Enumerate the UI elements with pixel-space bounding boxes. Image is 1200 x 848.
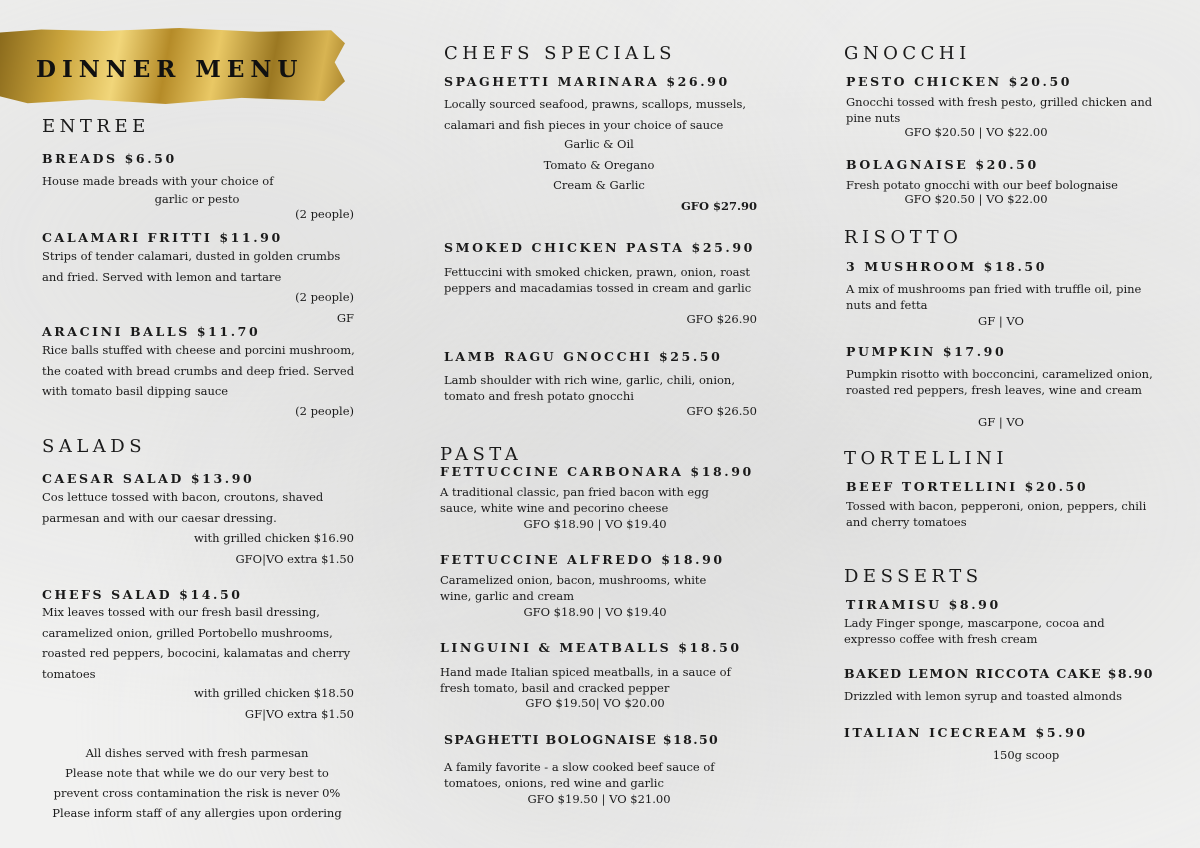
beef-tortellini-title: BEEF TORTELLINI $20.50 — [846, 479, 1089, 494]
desserts-heading: DESSERTS — [844, 566, 983, 587]
smoked-chicken-desc: Fettuccini with smoked chicken, prawn, onion, roast peppers and macadamias tossed in cream and garlic — [444, 265, 752, 295]
footer-line-2: Please note that while we do our very best to — [65, 766, 329, 780]
tiramisu-desc: Lady Finger sponge, mascarpone, cocoa and expresso coffee with fresh cream — [844, 616, 1105, 646]
alfredo-desc: Caramelized onion, bacon, mushrooms, white wine, garlic and cream — [440, 573, 707, 603]
lamb-ragu-desc: Lamb shoulder with rich wine, garlic, chili, onion, tomato and fresh potato gnocchi — [444, 373, 735, 403]
gnocchi-bolagnaise-desc: Fresh potato gnocchi with our beef bolognaise — [846, 178, 1118, 192]
gnocchi-bolagnaise-options: GFO $20.50 | VO $22.00 — [904, 192, 1048, 206]
breads-title: BREADS $6.50 — [42, 151, 177, 166]
marinara-desc: Locally sourced seafood, prawns, scallops, mussels, calamari and fish pieces in your choice of sauce — [444, 97, 747, 132]
lamb-ragu-gfo: GFO $26.50 — [686, 404, 757, 418]
bolognaise-desc: A family favorite - a slow cooked beef sauce of tomatoes, onions, red wine and garlic — [444, 760, 715, 790]
alfredo-title: FETTUCCINE ALFREDO $18.90 — [440, 552, 725, 567]
lemon-cake-desc: Drizzled with lemon syrup and toasted almonds — [844, 689, 1122, 703]
breads-desc: House made breads with your choice of — [42, 174, 274, 188]
smoked-chicken-title: SMOKED CHICKEN PASTA $25.90 — [444, 240, 755, 255]
beef-tortellini-desc: Tossed with bacon, pepperoni, onion, peppers, chili and cherry tomatoes — [846, 499, 1147, 529]
pumpkin-risotto-options: GF | VO — [978, 415, 1024, 429]
pasta-heading: PASTA — [440, 444, 523, 465]
aracini-note: (2 people) — [295, 404, 354, 418]
risotto-heading: RISOTTO — [844, 227, 963, 248]
tortellini-heading: TORTELLINI — [844, 448, 1009, 469]
breads-note: (2 people) — [295, 207, 354, 221]
entree-heading: ENTREE — [42, 116, 150, 137]
breads-desc-2: garlic or pesto — [154, 192, 240, 206]
aracini-title: ARACINI BALLS $11.70 — [42, 324, 261, 339]
carbonara-title: FETTUCCINE CARBONARA $18.90 — [440, 464, 754, 479]
marinara-option-3: Cream & Garlic — [553, 178, 645, 192]
carbonara-options: GFO $18.90 | VO $19.40 — [523, 517, 667, 531]
tiramisu-title: TIRAMISU $8.90 — [846, 597, 1001, 612]
alfredo-options: GFO $18.90 | VO $19.40 — [523, 605, 667, 619]
footer-line-3: prevent cross contamination the risk is never 0% — [53, 786, 341, 800]
mushroom-risotto-desc: A mix of mushrooms pan fried with truffle oil, pine nuts and fetta — [846, 282, 1142, 312]
marinara-title: SPAGHETTI MARINARA $26.90 — [444, 74, 730, 89]
marinara-gfo: GFO $27.90 — [680, 199, 757, 213]
carbonara-desc: A traditional classic, pan fried bacon with egg sauce, white wine and pecorino cheese — [440, 485, 709, 515]
gnocchi-bolagnaise-title: BOLAGNAISE $20.50 — [846, 157, 1039, 172]
icecream-note: 150g scoop — [992, 748, 1060, 762]
bolognaise-options: GFO $19.50 | VO $21.00 — [527, 792, 671, 806]
chefs-specials-heading: CHEFS SPECIALS — [444, 43, 676, 64]
caesar-title: CAESAR SALAD $13.90 — [42, 471, 255, 486]
chefs-salad-desc: Mix leaves tossed with our fresh basil dressing, caramelized onion, grilled Portobello mushrooms, roasted red peppers, bococini, kalamatas and cherry tomatoes — [42, 605, 351, 681]
pesto-chicken-desc: Gnocchi tossed with fresh pesto, grilled chicken and pine nuts — [846, 95, 1153, 125]
salads-heading: SALADS — [42, 436, 147, 457]
footer-line-1: All dishes served with fresh parmesan — [85, 746, 309, 760]
menu-title: DINNER MENU — [36, 56, 304, 83]
caesar-desc: Cos lettuce tossed with bacon, croutons, shaved parmesan and with our caesar dressing. — [42, 490, 324, 525]
calamari-desc: Strips of tender calamari, dusted in golden crumbs and fried. Served with lemon and tartare — [42, 249, 341, 284]
marinara-option-2: Tomato & Oregano — [543, 158, 655, 172]
chefs-salad-title: CHEFS SALAD $14.50 — [42, 587, 243, 602]
caesar-extra-chicken: with grilled chicken $16.90 — [194, 531, 354, 545]
calamari-note: (2 people) — [295, 290, 354, 304]
smoked-chicken-gfo: GFO $26.90 — [686, 312, 757, 326]
icecream-title: ITALIAN ICECREAM $5.90 — [844, 725, 1088, 740]
linguini-options: GFO $19.50| VO $20.00 — [525, 696, 665, 710]
caesar-extra-dietary: GFO|VO extra $1.50 — [235, 552, 354, 566]
chefs-salad-extra-chicken: with grilled chicken $18.50 — [194, 686, 354, 700]
pesto-chicken-options: GFO $20.50 | VO $22.00 — [904, 125, 1048, 139]
calamari-title: CALAMARI FRITTI $11.90 — [42, 230, 283, 245]
pumpkin-risotto-title: PUMPKIN $17.90 — [846, 344, 1007, 359]
footer-line-4: Please inform staff of any allergies upon ordering — [52, 806, 342, 820]
lemon-cake-title: BAKED LEMON RICCOTA CAKE $8.90 — [844, 666, 1154, 681]
marinara-option-1: Garlic & Oil — [564, 137, 634, 151]
pesto-chicken-title: PESTO CHICKEN $20.50 — [846, 74, 1073, 89]
bolognaise-title: SPAGHETTI BOLOGNAISE $18.50 — [444, 732, 720, 747]
linguini-title: LINGUINI & MEATBALLS $18.50 — [440, 640, 742, 655]
mushroom-risotto-title: 3 MUSHROOM $18.50 — [846, 259, 1048, 274]
aracini-desc: Rice balls stuffed with cheese and porcini mushroom, the coated with bread crumbs and deep fried. Served with tomato basil dipping sauce — [42, 343, 355, 398]
gnocchi-heading: GNOCCHI — [844, 43, 971, 64]
mushroom-risotto-options: GF | VO — [978, 314, 1024, 328]
calamari-dietary: GF — [336, 311, 354, 325]
pumpkin-risotto-desc: Pumpkin risotto with bocconcini, caramelized onion, roasted red peppers, fresh leaves, wine and cream — [846, 367, 1153, 397]
linguini-desc: Hand made Italian spiced meatballs, in a sauce of fresh tomato, basil and cracked pepper — [440, 665, 731, 695]
lamb-ragu-title: LAMB RAGU GNOCCHI $25.50 — [444, 349, 723, 364]
chefs-salad-extra-dietary: GF|VO extra $1.50 — [244, 707, 354, 721]
